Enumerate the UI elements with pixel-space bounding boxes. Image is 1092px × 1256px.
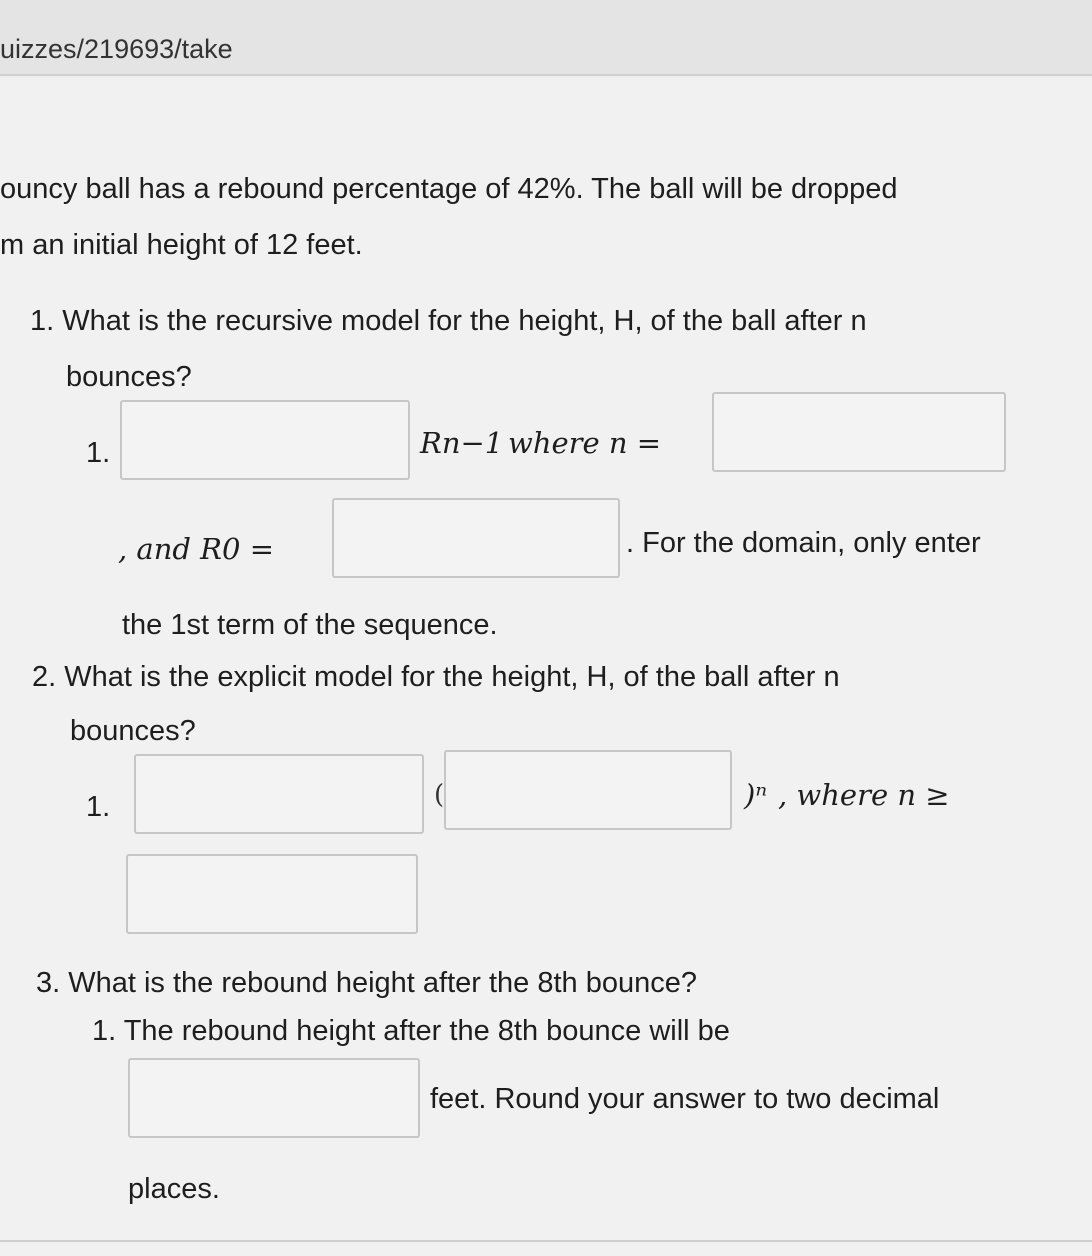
part2-prompt-cont: bounces? bbox=[70, 715, 196, 747]
part3-prompt: 3. What is the rebound height after the 8th bounce? bbox=[36, 967, 698, 999]
math-r-n-minus-1: Rn−1 bbox=[420, 426, 504, 460]
part2-prompt: 2. What is the explicit model for the height, H, of the ball after n bbox=[32, 661, 840, 693]
recursive-domain-input[interactable] bbox=[712, 392, 1006, 472]
rebound-height-input[interactable] bbox=[128, 1058, 420, 1138]
part1-prompt-cont: bounces? bbox=[66, 361, 192, 393]
recursive-coefficient-input[interactable] bbox=[120, 400, 410, 480]
explicit-domain-input[interactable] bbox=[126, 854, 418, 934]
intro-line-1: ouncy ball has a rebound percentage of 42%. The ball will be dropped bbox=[0, 173, 898, 205]
part1-item-number: 1. bbox=[86, 437, 111, 469]
math-and-r0: , and R0 = bbox=[118, 532, 274, 566]
browser-address-bar[interactable] bbox=[0, 0, 1092, 76]
intro-line-2: m an initial height of 12 feet. bbox=[0, 229, 363, 261]
url-text: uizzes/219693/take bbox=[0, 34, 233, 64]
r0-input[interactable] bbox=[332, 498, 620, 578]
part3-item-text: 1. The rebound height after the 8th bounce will be bbox=[92, 1015, 730, 1047]
part3-round-instruction: feet. Round your answer to two decimal bbox=[430, 1083, 940, 1115]
math-where-n: where n = bbox=[508, 426, 662, 460]
explicit-base-input[interactable] bbox=[444, 750, 732, 830]
part1-domain-instruction-cont: the 1st term of the sequence. bbox=[122, 609, 498, 641]
math-close-paren-power-n: )ⁿ bbox=[744, 778, 768, 812]
part2-item-number: 1. bbox=[86, 791, 111, 823]
open-paren: ( bbox=[434, 780, 445, 810]
part1-prompt: 1. What is the recursive model for the height, H, of the ball after n bbox=[30, 305, 867, 337]
math-where-n-geq: , where n ≥ bbox=[778, 778, 950, 812]
part1-domain-instruction: . For the domain, only enter bbox=[626, 527, 981, 559]
part3-round-instruction-cont: places. bbox=[128, 1173, 220, 1205]
explicit-coefficient-input[interactable] bbox=[134, 754, 424, 834]
divider bbox=[0, 1240, 1092, 1242]
